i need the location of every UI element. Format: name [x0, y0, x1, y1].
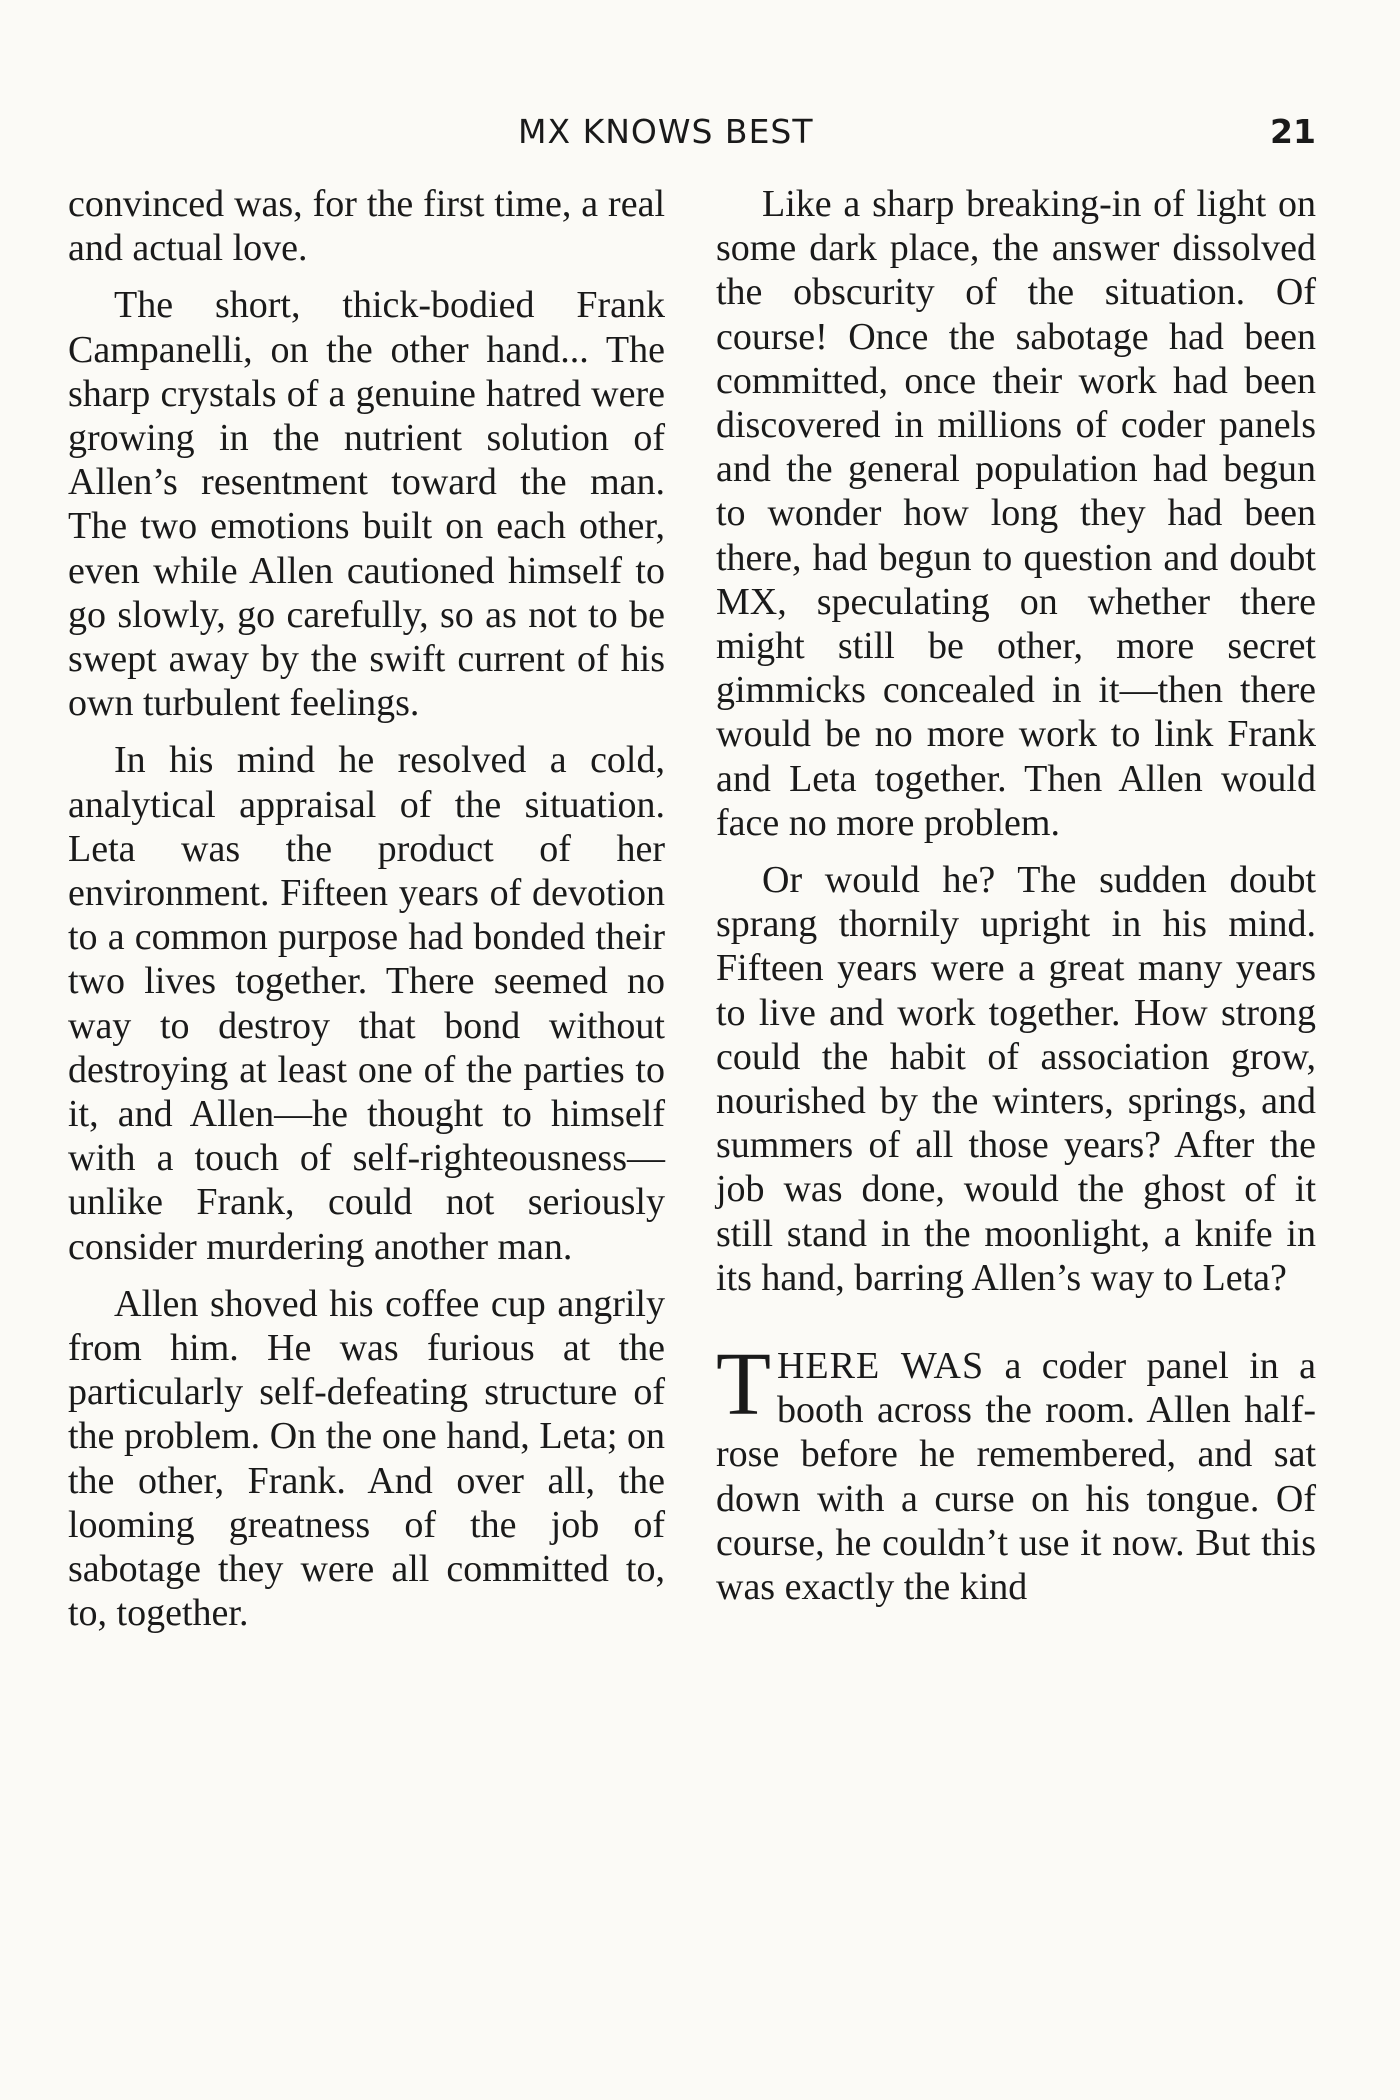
paragraph: The short, thick-bodied Frank Campanelli, on the other hand... The sharp crystals of a genuine hatred were growing in the nutrient solution of Allen’s resentment toward the man. The two emotions built on each other, even while Allen cautioned himself to go slowly, go carefully, so as not to be swept away by the swift current of his own turbulent feelings. [68, 284, 665, 725]
left-column [68, 182, 665, 1636]
paragraph: convinced was, for the first time, a real and actual love. [68, 183, 665, 270]
running-title: MX KNOWS BEST [518, 112, 814, 151]
paragraph: Or would he? The sudden doubt sprang thornily upright in his mind. Fifteen years were a great many years to live and work together. How strong could the habit of association grow, nourished by the winters, springs, and summers of all those years? After the job was done, would the ghost of it still stand in the moonlight, a knife in its hand, barring Allen’s way to Leta? [716, 859, 1316, 1299]
section-lead-caps: HERE WAS [776, 1345, 985, 1388]
section-text: a coder panel in a booth across the room. Allen half-rose before he remembered, and sat down with a curse on his tongue. Of course, he couldn’t use it now. But this was exactly the kind [716, 1345, 1316, 1609]
paragraph: Like a sharp breaking-in of light on some dark place, the answer dissolved the obscurity of the situation. Of course! Once the sabotage had been committed, once their work had been discovered in millions of coder panels and the general population had begun to wonder how long they had been there, had begun to question and doubt MX, speculating on whether there might still be other, more secret gimmicks concealed in it—then there would be no more work to link Frank and Leta together. Then Allen would face no more problem. [716, 183, 1316, 844]
drop-cap: T [716, 1335, 771, 1435]
running-head [0, 112, 1400, 162]
section-opening-paragraph [716, 1335, 1316, 1609]
page-number: 21 [1270, 112, 1316, 151]
right-column [716, 182, 1316, 1609]
paragraph: In his mind he resolved a cold, analytical appraisal of the situation. Leta was the product of her environment. Fifteen years of devotion to a common purpose had bonded their two lives together. There seemed no way to destroy that bond without destroying at least one of the parties to it, and Allen—he thought to himself with a touch of self-righteousness—unlike Frank, could not seriously consider murdering another man. [68, 739, 665, 1268]
paragraph: Allen shoved his coffee cup angrily from him. He was furious at the particularly self-defeating structure of the problem. On the one hand, Leta; on the other, Frank. And over all, the looming greatness of the job of sabotage they were all committed to, to, together. [68, 1282, 665, 1635]
